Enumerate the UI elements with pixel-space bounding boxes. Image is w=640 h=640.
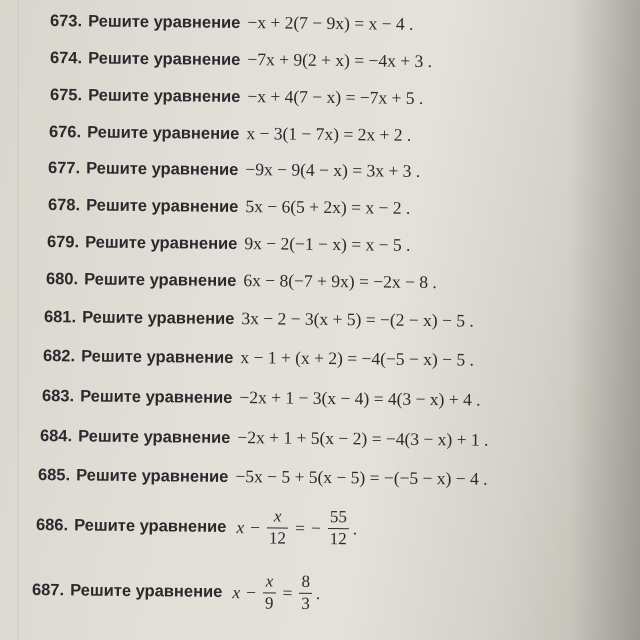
- problem-instruction: Решите уравнение: [76, 466, 229, 486]
- problem-instruction: Решите уравнение: [86, 159, 239, 179]
- equation-variable: x: [232, 581, 241, 602]
- fraction-8-over-3: [299, 573, 312, 614]
- fraction-denominator: 3: [301, 593, 310, 613]
- problem-680: [46, 268, 437, 293]
- problem-685: [38, 464, 488, 490]
- problem-679: [47, 231, 411, 256]
- problem-number: 678.: [47, 196, 81, 215]
- problem-684: [40, 425, 489, 451]
- problem-number: 686.: [35, 515, 69, 535]
- problem-686: [36, 505, 358, 549]
- problem-equation: −2x + 1 − 3(x − 4) = 4(3 − x) + 4 .: [239, 387, 481, 410]
- problem-676: [49, 121, 412, 146]
- problem-instruction: Решите уравнение: [78, 427, 231, 447]
- problem-674: [50, 47, 432, 72]
- problem-682: [43, 345, 474, 371]
- problem-instruction: Решите уравнение: [86, 196, 239, 216]
- problem-instruction: Решите уравнение: [85, 233, 238, 253]
- problem-681: [44, 306, 474, 331]
- problem-instruction: Решите уравнение: [80, 387, 233, 407]
- problem-number: 676.: [48, 123, 82, 142]
- problem-instruction: Решите уравнение: [74, 516, 227, 536]
- problem-673: [50, 10, 414, 35]
- fraction-x-over-9: [263, 572, 276, 613]
- problem-677: [48, 157, 420, 182]
- problem-number: 681.: [43, 308, 77, 327]
- problem-675: [50, 84, 423, 109]
- problem-number: 677.: [47, 159, 81, 178]
- minus-sign: −: [246, 581, 257, 603]
- fraction-55-over-12: [328, 508, 349, 549]
- problem-equation: −x + 2(7 − 9x) = x − 4 .: [247, 12, 414, 34]
- fraction-denominator: 12: [329, 528, 347, 548]
- problem-683: [42, 385, 481, 411]
- problem-instruction: Решите уравнение: [87, 123, 240, 143]
- fraction-denominator: 12: [268, 528, 287, 548]
- problem-number: 680.: [45, 270, 79, 289]
- problem-instruction: Решите уравнение: [88, 49, 241, 69]
- problem-equation: −7x + 9(2 + x) = −4x + 3 .: [247, 49, 433, 72]
- problem-equation: −9x − 9(4 − x) = 3x + 3 .: [245, 159, 421, 181]
- fraction-x-over-12: [267, 507, 288, 548]
- problem-equation: −2x + 1 + 5(x − 2) = −4(3 − x) + 1 .: [237, 427, 489, 450]
- problem-687: [32, 570, 321, 613]
- fraction-numerator: x: [273, 506, 282, 526]
- problem-instruction: Решите уравнение: [88, 86, 241, 106]
- equals-sign: =: [282, 582, 293, 603]
- equation-variable: x: [236, 516, 245, 537]
- problem-equation: −5x − 5 + 5(x − 5) = −(−5 − x) − 4 .: [235, 466, 488, 489]
- problem-equation: x − 3(1 − 7x) = 2x + 2 .: [246, 123, 412, 145]
- problem-number: 684.: [39, 427, 73, 446]
- page-margin-edge: [17, 0, 19, 640]
- problem-number: 685.: [37, 466, 71, 485]
- problem-equation: 3x − 2 − 3(x + 5) = −(2 − x) − 5 .: [241, 308, 474, 331]
- fraction-denominator: 9: [264, 593, 274, 613]
- problem-instruction: Решите уравнение: [82, 308, 235, 328]
- problem-equation: x − 1 + (x + 2) = −4(−5 − x) − 5 .: [240, 347, 475, 370]
- problem-number: 675.: [49, 86, 83, 105]
- problem-equation: 5x − 6(5 + 2x) = x − 2 .: [245, 196, 411, 218]
- problem-equation: −x + 4(7 − x) = −7x + 5 .: [247, 86, 424, 108]
- problem-instruction: Решите уравнение: [81, 347, 234, 367]
- page-shadow: [570, 0, 640, 640]
- minus-sign: −: [310, 517, 321, 538]
- problem-instruction: Решите уравнение: [88, 12, 241, 32]
- period: .: [352, 518, 358, 539]
- problem-number: 683.: [41, 387, 75, 406]
- fraction-numerator: 55: [329, 507, 348, 527]
- problem-number: 673.: [49, 12, 83, 31]
- problem-number: 674.: [49, 49, 83, 68]
- minus-sign: −: [250, 516, 261, 538]
- problem-678: [48, 194, 411, 219]
- problem-number: 682.: [42, 347, 76, 366]
- problem-equation: 6x − 8(−7 + 9x) = −2x − 8 .: [243, 270, 437, 293]
- equals-sign: =: [294, 517, 306, 538]
- problem-instruction: Решите уравнение: [70, 581, 223, 601]
- problem-number: 679.: [46, 233, 80, 252]
- period: .: [315, 582, 321, 603]
- fraction-numerator: x: [265, 571, 274, 591]
- problem-equation: 9x − 2(−1 − x) = x − 5 .: [244, 233, 411, 255]
- fraction-numerator: 8: [301, 571, 311, 591]
- problem-number: 687.: [31, 580, 65, 600]
- problem-instruction: Решите уравнение: [84, 270, 237, 290]
